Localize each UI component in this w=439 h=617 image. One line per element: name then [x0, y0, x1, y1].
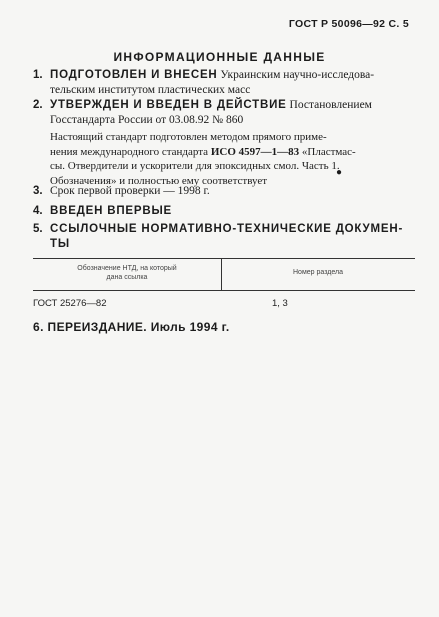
paragraph-line-3: сы. Отвердители и ускорители для эпоксидных смол. Часть 1. [50, 160, 340, 172]
iso-reference: ИСО 4597—1—83 [210, 145, 300, 158]
item-1-continuation: тельским институтом пластических масс [50, 84, 251, 96]
item-5-continuation: ТЫ [50, 238, 70, 250]
item-3-number: 3. [33, 185, 43, 197]
item-1 [33, 68, 413, 98]
item-1-number: 1. [33, 69, 43, 81]
item-5 [33, 222, 413, 252]
paragraph-line-2-end: «Пластмас- [299, 145, 356, 158]
item-1-text: Украинским научно-исследова- [220, 69, 375, 81]
item-2-caps: УТВЕРЖДЕН И ВВЕДЕН В ДЕЙСТВИЕ [50, 99, 287, 111]
item-2-number: 2. [33, 99, 43, 111]
section-title: ИНФОРМАЦИОННЫЕ ДАННЫЕ [113, 50, 326, 64]
item-3 [33, 184, 413, 199]
item-5-caps: ССЫЛОЧНЫЕ НОРМАТИВНО-ТЕХНИЧЕСКИЕ ДОКУМЕН- [50, 223, 404, 235]
table-cell-document: ГОСТ 25276—82 [33, 298, 107, 309]
item-4-number: 4. [33, 205, 43, 217]
paragraph-line-2-start: нения международного стандарта [50, 145, 211, 158]
table-header-document [33, 264, 221, 282]
paragraph-line-4: Обозначения» и полностью ему соответствует [50, 174, 268, 187]
table-header-document-line-2: дана ссылка [106, 274, 148, 281]
paragraph-line-2 [50, 145, 414, 160]
item-4-caps: ВВЕДЕН ВПЕРВЫЕ [50, 205, 172, 217]
item-1-caps: ПОДГОТОВЛЕН И ВНЕСЕН [50, 69, 218, 81]
table-top-rule [33, 258, 415, 259]
standard-paragraph [50, 130, 414, 188]
item-2 [33, 98, 413, 128]
item-2-text: Постановлением [289, 99, 372, 111]
table-header-document-line-1: Обозначение НТД, на который [77, 265, 177, 272]
item-3-text: Срок первой проверки — 1998 г. [50, 185, 210, 197]
table-header-rule [33, 290, 415, 291]
ink-mark: ● [336, 167, 343, 178]
table-cell-section: 1, 3 [272, 298, 288, 309]
reissue-note: 6. ПЕРЕИЗДАНИЕ. Июль 1994 г. [33, 320, 230, 334]
table-header-section: Номер раздела [293, 269, 343, 276]
item-5-number: 5. [33, 223, 43, 235]
page-header-code: ГОСТ Р 50096—92 С. 5 [288, 18, 409, 30]
paragraph-line-1: Настоящий стандарт подготовлен методом прямого приме- [50, 131, 327, 143]
item-4 [33, 204, 413, 219]
item-2-continuation: Госстандарта России от 03.08.92 № 860 [50, 114, 244, 126]
